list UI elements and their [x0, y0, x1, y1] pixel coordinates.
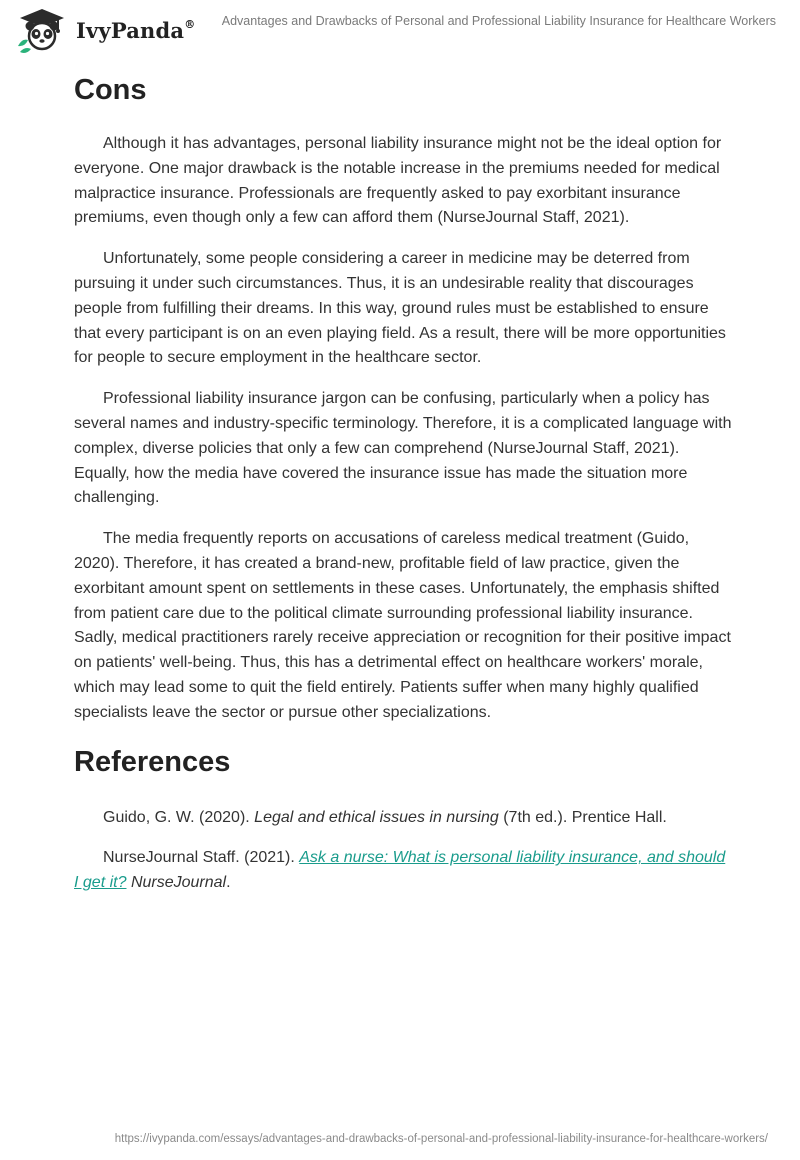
cons-heading: Cons: [74, 74, 147, 106]
page-header: [0, 0, 800, 60]
reference-source: NurseJournal: [130, 874, 227, 892]
reference-link[interactable]: Ask a nurse: What is personal liability insurance, and should I get it?: [74, 849, 726, 892]
reference-title: Legal and ethical issues in nursing: [254, 808, 499, 826]
brand-logo[interactable]: [14, 6, 204, 54]
cons-paragraph-4: The media frequently reports on accusations of careless medical treatment (Guido, 2020). Therefore, it has created a brand-new, profitable field of law practice, given the exorbitant amount spent on settlements in these cases. Unfortunately, the emphasis shifted from patient care due to the political climate surrounding professional liability insurance. Sadly, medical practitioners rarely receive appreciation or recognition for their positive impact on patients' well-being. Thus, this has a detrimental effect on healthcare workers' morale, which may lead some to quit the field entirely. Patients suffer when many highly qualified specialists leave the sector or pursue other specializations.: [74, 530, 731, 721]
cons-section: [74, 70, 734, 726]
references-heading: References: [74, 745, 231, 778]
reference-item: NurseJournal Staff. (2021). Ask a nurse: What is personal liability insurance, and should I get it? NurseJournal.: [74, 849, 726, 892]
panda-graduate-icon: [14, 6, 70, 54]
brand-name: IvyPanda®: [76, 18, 196, 43]
cons-paragraph-3: Professional liability insurance jargon can be confusing, particularly when a policy has several names and industry-specific terminology. Therefore, it is a complicated language with complex, diverse policies that only a few can comprehend (NurseJournal Staff, 2021). Equally, how the media have covered the insurance issue has made the situation more challenging.: [74, 390, 732, 507]
essay-content: [74, 70, 734, 912]
registered-mark: ®: [184, 18, 196, 31]
document-title: Advantages and Drawbacks of Personal and Professional Liability Insurance for Healthcare Workers: [221, 14, 776, 28]
cons-paragraph-1: Although it has advantages, personal liability insurance might not be the ideal option for everyone. One major drawback is the notable increase in the premiums needed for medical malpractice insurance. Professionals are frequently asked to pay exorbitant insurance premiums, even though only a few can afford them (NurseJournal Staff, 2021).: [74, 135, 722, 227]
cons-paragraph-2: Unfortunately, some people considering a career in medicine may be deterred from pursuing it under such circumstances. Thus, it is an undesirable reality that discourages people from fulfilling their dreams. In this way, ground rules must be established to ensure that every participant is on an even playing field. As a result, there will be more opportunities for people to secure employment in the healthcare sector.: [74, 250, 726, 367]
references-section: [74, 742, 734, 896]
reference-item: Guido, G. W. (2020). Legal and ethical issues in nursing (7th ed.). Prentice Hall.: [103, 808, 667, 826]
footer-url: https://ivypanda.com/essays/advantages-and-drawbacks-of-personal-and-professional-liability-insurance-for-healthcare-workers/: [114, 1133, 768, 1145]
